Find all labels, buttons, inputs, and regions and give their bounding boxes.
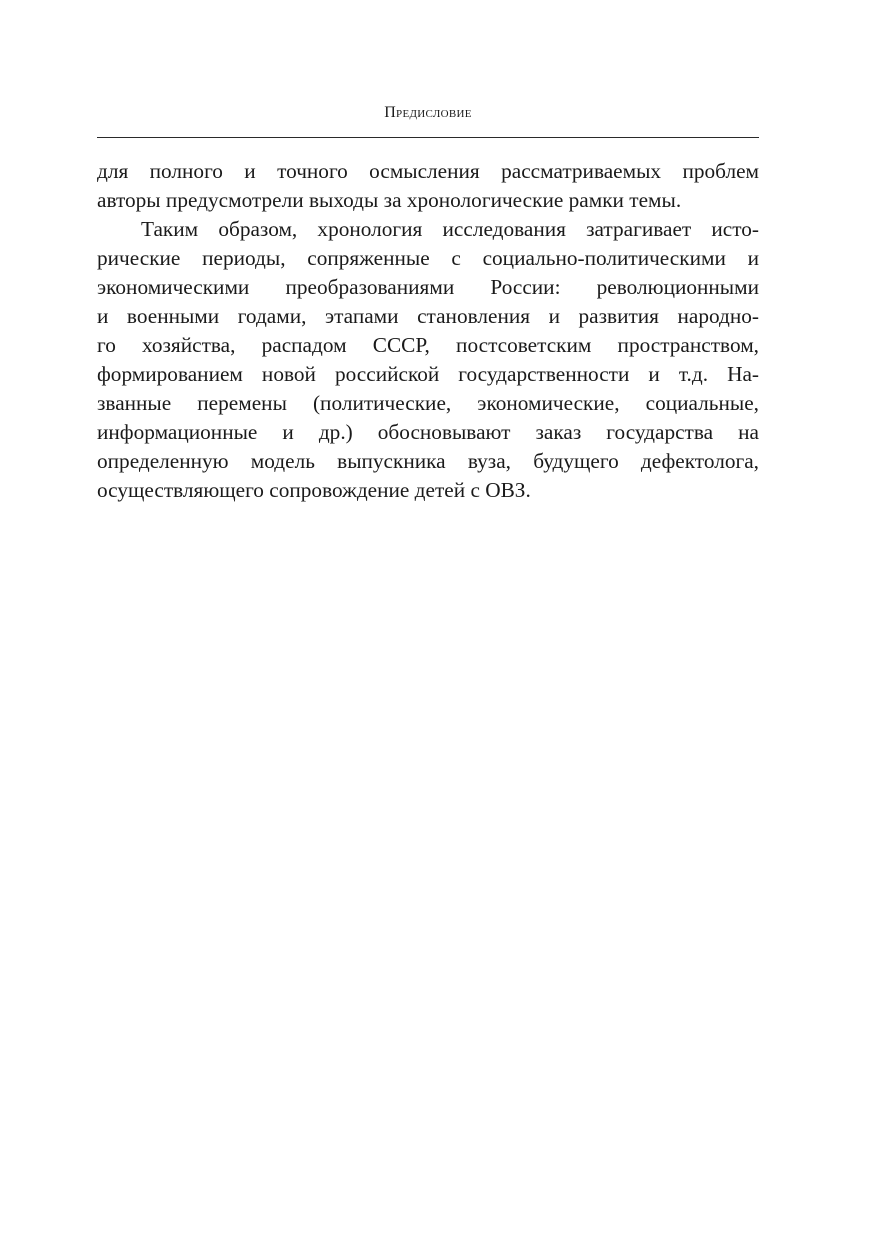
text-line: осуществляющего сопровождение детей с ОВЗ. xyxy=(97,478,531,502)
text-line: для полного и точного осмысления рассматриваемых проблем xyxy=(97,159,759,183)
text-line: определенную модель выпускника вуза, будущего дефектолога, xyxy=(97,449,759,473)
header-rule xyxy=(97,137,759,138)
text-line: и военными годами, этапами становления и развития народно- xyxy=(97,304,759,328)
paragraph xyxy=(97,157,759,215)
running-head: Предисловие xyxy=(384,104,472,121)
text-line: рические периоды, сопряженные с социально-политическими и xyxy=(97,246,759,270)
body-text xyxy=(97,157,759,505)
text-line: Таким образом, хронология исследования затрагивает исто- xyxy=(141,217,759,241)
text-line: званные перемены (политические, экономические, социальные, xyxy=(97,391,759,415)
text-line: авторы предусмотрели выходы за хронологические рамки темы. xyxy=(97,188,682,212)
text-line: информационные и др.) обосновывают заказ государства на xyxy=(97,420,759,444)
text-line: го хозяйства, распадом СССР, постсоветским пространством, xyxy=(97,333,759,357)
text-line: формированием новой российской государственности и т.д. На- xyxy=(97,362,759,386)
text-line: экономическими преобразованиями России: революционными xyxy=(97,275,759,299)
paragraph xyxy=(97,215,759,505)
